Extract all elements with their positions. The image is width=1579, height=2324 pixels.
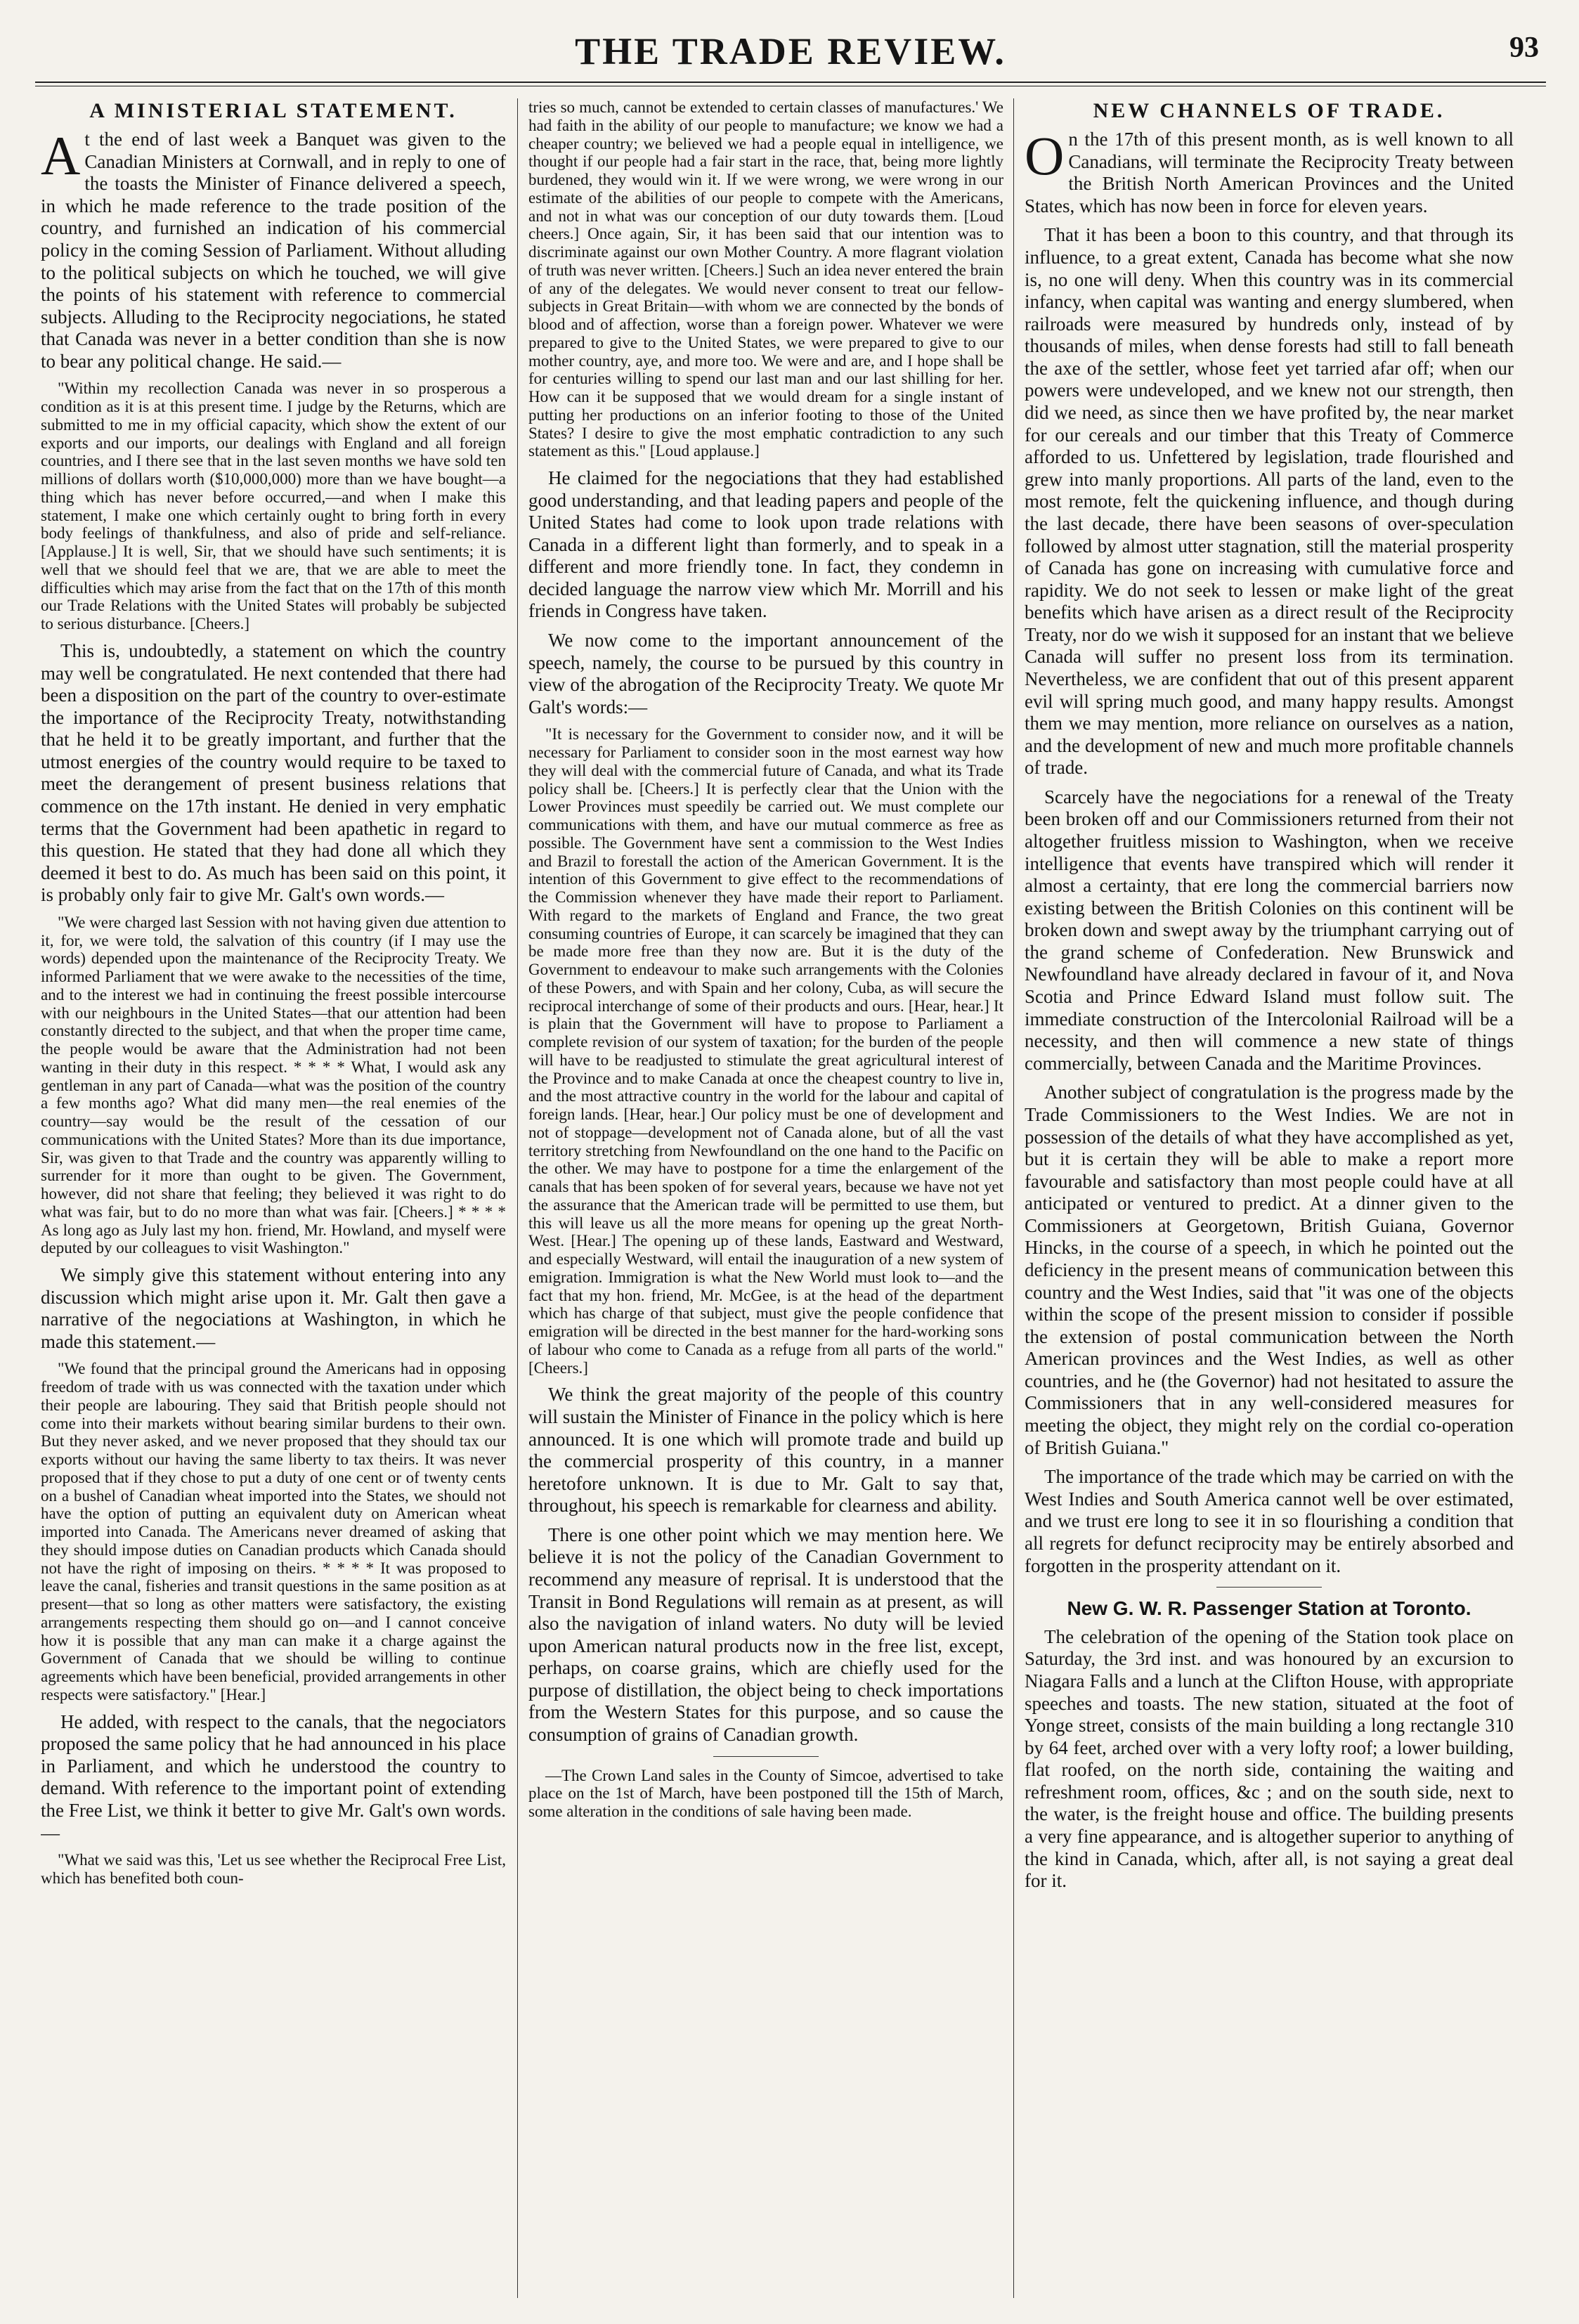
masthead-title: THE TRADE REVIEW. bbox=[575, 30, 1006, 72]
article-paragraph: Scarcely have the negociations for a renewal of the Treaty been broken off and our Commissioners returned from their not altogether fruitless mission to Washington, when we receive intelligence that events have transpired which will render it almost a certainty, that ere long the commercial barriers now existing between the British Colonies on this continent will be broken down and swept away by the triumphant carrying out of the grand scheme of Confederation. New Brunswick and Newfoundland have already declared in favour of it, and Nova Scotia and Prince Edward Island must follow suit. The immediate construction of the Intercolonial Railroad will be a necessity, and then will commence a new state of things commercially, between Canada and the Maritime Provinces. bbox=[1025, 786, 1514, 1074]
quoted-speech: tries so much, cannot be extended to certain classes of manufactures.' We had faith in the ability of our people to manufacture; we know we had a cheaper country; we believed we had a people equal in intelligence, we thought if our people had a fair start in the race, that, being more lightly burdened, they would win it. If we were wrong, we were wrong in our estimate of the abilities of our people to compete with the Americans, and not in what was our conception of our duty towards them. [Loud cheers.] Once again, Sir, it has been said that our intention was to discriminate against our own Mother Country. A more flagrant violation of truth was never written. [Cheers.] Such an idea never entered the brain of any of the delegates. We would never consent to treat our fellow-subjects in Great Britain—with whom we are connected by the bonds of blood and of affection, worse than a foreign power. Whatever we were prepared to give to the United States, we were prepared to give to our mother country, aye, and more too. We were and are, and I hope shall be for centuries willing to spend our last man and our last shilling for her. How can it be supposed that we would dream for a single instant of putting her productions on an inferior footing to those of the United States? I desire to give the most emphatic contradiction to any such statement as this." [Loud applause.] bbox=[528, 98, 1003, 460]
section-separator bbox=[1216, 1587, 1322, 1588]
article-paragraph: The celebration of the opening of the Station took place on Saturday, the 3rd inst. and was honoured by an excursion to Niagara Falls and a lunch at the Clifton House, with appropriate speeches and toasts. The new station, situated at the foot of Yonge street, consists of the main building a long rectangle 310 by 64 feet, arched over with a very lofty roof; a lower building, flat roofed, on the north side, containing the waiting and refreshment room, offices, &c ; and on the south side, next to the water, is the freight house and office. The building presents a very fine appearance, and is altogether superior to anything of the kind in Canada, which, after all, is not saying a great deal for it. bbox=[1025, 1625, 1514, 1892]
article-paragraph: There is one other point which we may mention here. We believe it is not the policy of the Canadian Government to recommend any measure of reprisal. It is understood that the Transit in Bond Regulations will remain as at present, as will also the navigation of inland waters. No duty will be levied upon American natural products now in the free list, except, perhaps, on coarse grains, which are chiefly used for the purpose of distillation, the object being to check importations from the Western States for this purpose, and so cause the consumption of grains of Canadian growth. bbox=[528, 1524, 1003, 1746]
page-number: 93 bbox=[1509, 32, 1539, 64]
column-middle bbox=[528, 98, 1003, 2305]
article-paragraph: He claimed for the negociations that they had established good understanding, and that leading papers and people of the United States had come to look upon trade relations with Canada in a different light than formerly, and to speak in a different and more friendly tone. In fact, they condemn in decided language the narrow view which Mr. Morrill and his friends in Congress have taken. bbox=[528, 467, 1003, 622]
column-left bbox=[41, 98, 506, 2305]
quoted-speech: "It is necessary for the Government to consider now, and it will be necessary for Parliament to consider soon in the most earnest way how they will deal with the commercial future of Canada, and what its Trade policy shall be. [Cheers.] It is perfectly clear that the Union with the Lower Provinces must speedily be carried out. We must complete our communications with them, and have our mutual commerce as free as possible. The Government have sent a commission to the West Indies and Brazil to forestall the action of the American Government. It is the intention of this Government to give effect to the recommendations of the Commission whenever they have made their report to Parliament. With regard to the markets of England and France, the two great consuming countries of Europe, it can scarcely be imagined that they can be made more free than they now are. But it is the duty of the Government to endeavour to make such arrangements with the Colonies of these Powers, and with Spain and her colony, Cuba, as will secure the reciprocal interchange of some of their products and ours. [Hear, hear.] It is plain that the Government will have to propose to Parliament a complete revision of our system of taxation; for the burden of the people will have to be readjusted to stimulate the great agricultural interest of the Province and to make Canada at once the cheapest country to live in, and the most attractive country in the world for the labour and capital of foreign lands. [Hear, hear.] Our policy must be one of development and not of stoppage—development not of Canada alone, but of all the vast territory stretching from Newfoundland on the one hand to the Pacific on the other. We may have to postpone for a time the enlargement of the canals that has been spoken of for several years, because we have not yet the assurance that the American trade will be permitted to use them, but this will leave us all the more means for opening up the great North-West. [Hear.] The opening up of these lands, Eastward and Westward, and especially Westward, will entail the inauguration of a new system of emigration. Immigration is what the New World must look to—and the fact that my hon. friend, Mr. McGee, is at the head of the department which has charge of that subject, must give the people confidence that emigration will be directed in the best manner for the hard-working sons of labour who come to Canada as a refuge from all parts of the world." [Cheers.] bbox=[528, 725, 1003, 1377]
header-rule bbox=[35, 82, 1546, 86]
quoted-speech: "We were charged last Session with not having given due attention to it, for, we were told, the salvation of this country (if I may use the words) depended upon the maintenance of the Reciprocity Treaty. We informed Parliament that we were awake to the necessities of the time, and to the interest we had in continuing the freest possible intercourse with our neighbours in the United States—that our attention had been constantly directed to the subject, and that when the proper time came, the people would be aware that the Administration had not been wanting in their duty in this respect. * * * * What, I would ask any gentleman in any part of Canada—what was the position of the country a few months ago? What did many men—the real enemies of the country—say would be the result of the cessation of our communications with the United States? More than its due importance, Sir, was given to that Trade and the country was apparently willing to surrender for it more than ought to be given. The Government, however, did not share that feeling; they believed it was right to do what was fair, but to do no more than what was fair. [Cheers.] * * * * As long ago as July last my hon. friend, Mr. Howland, and myself were deputed by our colleagues to visit Washington." bbox=[41, 913, 506, 1257]
article-paragraph: That it has been a boon to this country, and that through its influence, to a great extent, Canada has become what she now is, no one will deny. When this country was in its commercial infancy, when capital was wanting and energy slumbered, when railroads were measured by hundreds only, instead of by thousands of miles, when dense forests had still to fall beneath the axe of the settler, whose feet yet tarried afar off; when our powers were undeveloped, and we knew not our strength, then did we need, as since then we have profited by, the near market for our cereals and our timber that this Treaty of Commerce afforded to us. Unfettered by legislation, trade flourished and grew into manly proportions. All parts of the land, even to the most remote, felt the quickening influence, and though during the last decade, there have been seasons of over-speculation followed by almost utter stagnation, still the material prosperity of Canada has gone on increasing with cumulative force and rapidity. We do not seek to lessen or make light of the great benefits which have arisen as a direct result of the Reciprocity Treaty, nor do we wish it supposed for an instant that we believe Canada will suffer no present loss from its termination. Nevertheless, we are confident that out of this present apparent evil will spring much good, and many happy results. Amongst them we may mention, more reliance on ourselves as a nation, and the development of new and much more profitable channels of trade. bbox=[1025, 224, 1514, 779]
article-paragraph: At the end of last week a Banquet was given to the Canadian Ministers at Cornwall, and in reply to one of the toasts the Minister of Finance delivered a speech, in which he made reference to the trade position of the country, and furnished an indication of his commercial policy in the coming Session of Parliament. Without alluding to the political subjects on which he touched, we will give the points of his statement with reference to commercial subjects. Alluding to the Reciprocity negociations, he stated that Canada was never in a better condition than she is now to bear any political change. He said.— bbox=[41, 125, 506, 372]
column-divider bbox=[1013, 98, 1014, 2298]
article-paragraph: We simply give this statement without entering into any discussion which might arise upon it. Mr. Galt then gave a narrative of the negociations at Washington, in which he made this statement.— bbox=[41, 1264, 506, 1352]
quoted-speech: "What we said was this, 'Let us see whether the Reciprocal Free List, which has benefited both coun- bbox=[41, 1851, 506, 1887]
article-paragraph: Another subject of congratulation is the progress made by the Trade Commissioners to the West Indies. We are not in possession of the details of what they have accomplished as yet, but it is certain they will be able to make a report more favourable and satisfactory than most people could have at all anticipated or ventured to predict. At a dinner given to the Commissioners at Georgetown, British Guiana, Governor Hincks, in the course of a speech, in which he pointed out the deficiency in the present means of communication between this country and the West Indies, said that "it was one of the objects within the scope of the present mission to consider if possible the extension of postal communication between the North American provinces and the West Indies, as well as other countries, and he (the Governor) had not hesitated to assure the Commissioners that in any well-considered measures for meeting the object, they might rely on the cordial co-operation of British Guiana." bbox=[1025, 1082, 1514, 1458]
section-separator bbox=[713, 1756, 819, 1757]
article-heading: NEW CHANNELS OF TRADE. bbox=[1093, 99, 1445, 122]
article-heading: A MINISTERIAL STATEMENT. bbox=[89, 99, 457, 122]
article-paragraph: He added, with respect to the canals, that the negociators proposed the same policy that he had announced in his place in Parliament, and which he understood the country to demand. With reference to the important point of extending the Free List, we think it better to give Mr. Galt's own words.— bbox=[41, 1710, 506, 1843]
column-divider bbox=[517, 98, 518, 2298]
article-paragraph: We think the great majority of the people of this country will sustain the Minister of Finance in the policy which is here announced. It is one which will promote trade and build up the commercial prosperity of this country, in a manner heretofore unknown. It is due to Mr. Galt to say that, throughout, his speech is remarkable for clearness and ability. bbox=[528, 1384, 1003, 1517]
article-heading-2: New G. W. R. Passenger Station at Toronto. bbox=[1067, 1597, 1471, 1620]
news-note: —The Crown Land sales in the County of Simcoe, advertised to take place on the 1st of March, have been postponed till the 15th of March, some alteration in the conditions of sale having been made. bbox=[528, 1766, 1003, 1821]
article-paragraph: The importance of the trade which may be carried on with the West Indies and South America cannot well be over estimated, and we trust ere long to see it in so flourishing a condition that all regrets for defunct reciprocity may be entirely absorbed and forgotten in the prosperity attendant on it. bbox=[1025, 1466, 1514, 1576]
column-right bbox=[1025, 98, 1514, 2305]
page-header bbox=[42, 27, 1539, 76]
quoted-speech: "We found that the principal ground the Americans had in opposing freedom of trade with us was connected with the taxation under which their people are labouring. They said that British people should not come into their markets without bearing similar burdens to their own. But they never asked, and we never proposed that they should tax our exports without our having the same liberty to tax theirs. It was never proposed that if they chose to put a duty of one cent or of twenty cents on a bushel of Canadian wheat imported into the States, we should not have the option of putting an equivalent duty on American wheat imported into Canada. The Americans never dreamed of asking that they should impose duties on Canadian products which Canada should not have the right of imposing on theirs. * * * * It was proposed to leave the canal, fisheries and transit questions in the same position as at present—that so long as other matters were satisfactory, the existing arrangements respecting them should go on—and I cannot conceive how it is possible that any man can make it a charge against the Government of Canada that we should be willing to continue agreements which have been beneficial, provided arrangements in other respects were satisfactory." [Hear.] bbox=[41, 1360, 506, 1703]
quoted-speech: "Within my recollection Canada was never in so prosperous a condition as it is at this present time. I judge by the Returns, which are submitted to me in my official capacity, which show the extent of our exports and our imports, our dealings with England and all foreign countries, and I there see that in the last seven months we have sold ten millions of dollars worth ($10,000,000) more than we have bought—a thing which has never before occurred,—and when I make this statement, I make one which certainly ought to bring forth in every body feelings of thankfulness, and also of pride and self-reliance. [Applause.] It is well, Sir, that we should have such sentiments; it is well that we should feel that we are, that we are able to meet the difficulties which may arise from the fact that on the 17th of this month our Trade Relations with the United States will probably be subjected to serious disturbance. [Cheers.] bbox=[41, 379, 506, 633]
article-paragraph: On the 17th of this present month, as is well known to all Canadians, will terminate the Reciprocity Treaty between the British North American Provinces and the United States, which has now been in force for eleven years. bbox=[1025, 125, 1514, 216]
article-paragraph: This is, undoubtedly, a statement on which the country may well be congratulated. He next contended that there had been a disposition on the part of the country to over-estimate the importance of the Reciprocity Treaty, notwithstanding that he held it to be greatly important, and further that the utmost energies of the country would require to be taxed to meet the derangement of present business relations that commence on the 17th instant. He denied in very emphatic terms that the Government had been apathetic in regard to this question. He stated that they had done all which they deemed it best to do. As much has been said on this point, it is probably only fair to give Mr. Galt's own words.— bbox=[41, 640, 506, 906]
article-paragraph: We now come to the important announcement of the speech, namely, the course to be pursued by this country in view of the abrogation of the Reciprocity Treaty. We quote Mr Galt's words:— bbox=[528, 630, 1003, 718]
